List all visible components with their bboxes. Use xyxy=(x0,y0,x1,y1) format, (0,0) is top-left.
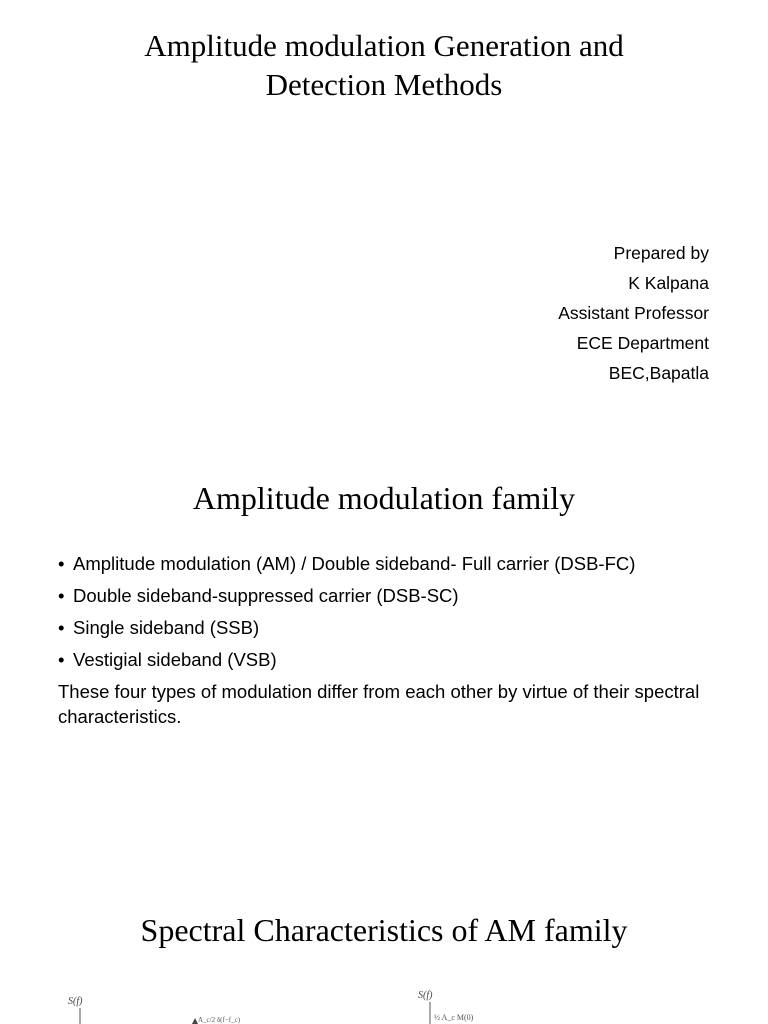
list-item-text: Double sideband-suppressed carrier (DSB-SC) xyxy=(73,585,459,606)
axis-label-right: S(f) xyxy=(418,990,433,1001)
list-item xyxy=(58,644,738,676)
list-item-text: Amplitude modulation (AM) / Double sideband- Full carrier (DSB-FC) xyxy=(73,553,636,574)
credit-prepared-by: Prepared by xyxy=(613,243,709,263)
credits-block xyxy=(558,238,709,388)
credit-author: K Kalpana xyxy=(628,273,709,293)
list-item xyxy=(58,548,738,580)
list-item-text: Single sideband (SSB) xyxy=(73,617,260,638)
credit-department: ECE Department xyxy=(576,333,709,353)
list-item xyxy=(58,612,738,644)
spectrum-figure-left xyxy=(60,992,280,1024)
modulation-list xyxy=(58,548,738,676)
spectrum-axis-right xyxy=(412,986,612,1024)
credit-position: Assistant Professor xyxy=(558,303,709,323)
slide1-title-line2: Detection Methods xyxy=(265,67,503,102)
list-item xyxy=(58,580,738,612)
annotation-right: ½ A_c M(0) xyxy=(434,1013,474,1022)
slide2-title: Amplitude modulation family xyxy=(192,480,576,516)
slide3-title: Spectral Characteristics of AM family xyxy=(140,912,628,948)
bullet-icon: • xyxy=(58,617,65,638)
slide1-title-line1: Amplitude modulation Generation and xyxy=(144,28,624,63)
spectrum-axis-left xyxy=(60,992,280,1024)
bullet-icon: • xyxy=(58,649,65,670)
description-paragraph: These four types of modulation differ from each other by virtue of their spectral characteristics. xyxy=(58,681,700,727)
axis-label-left: S(f) xyxy=(68,996,83,1007)
bullet-icon: • xyxy=(58,585,65,606)
annotation-left: A_c/2 δ(f−f_c) xyxy=(198,1016,241,1024)
bullet-icon: • xyxy=(58,553,65,574)
spectrum-figure-right xyxy=(412,986,612,1024)
credit-institution: BEC,Bapatla xyxy=(608,363,709,383)
list-item-text: Vestigial sideband (VSB) xyxy=(73,649,277,670)
slide1-title xyxy=(0,26,768,104)
